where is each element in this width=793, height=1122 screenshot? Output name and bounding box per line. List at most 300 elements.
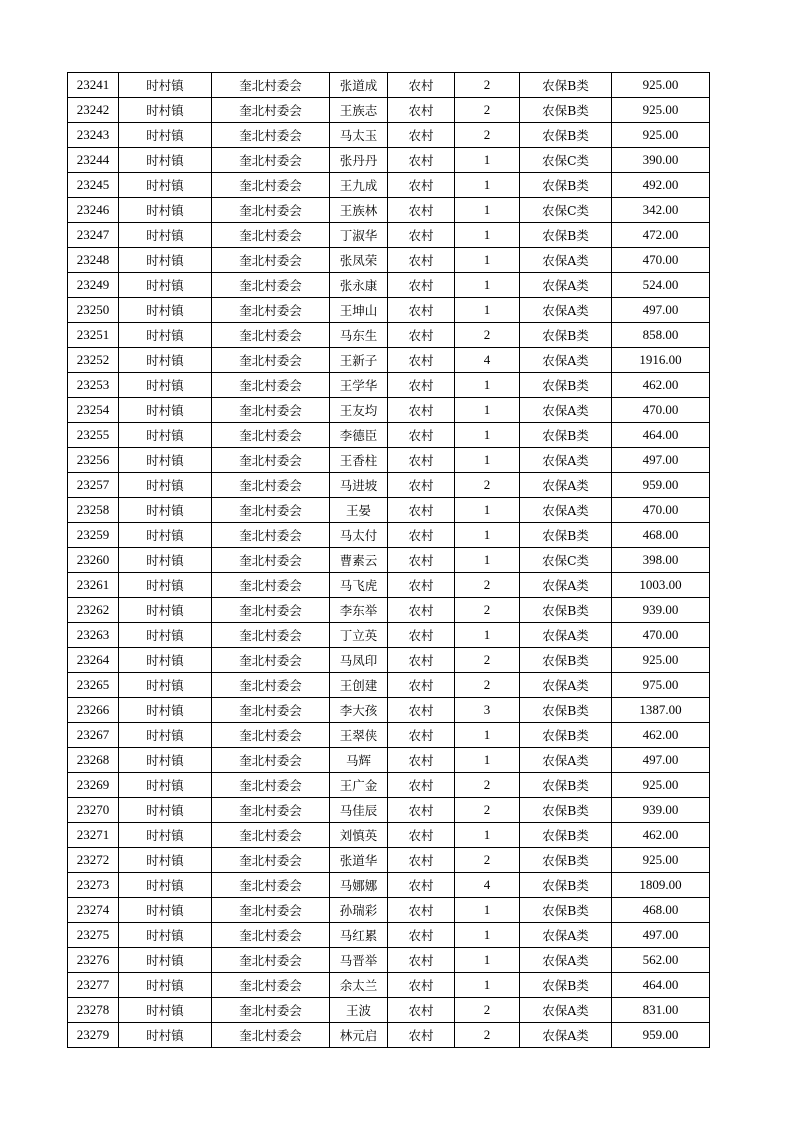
village-committee-cell: 奎北村委会 — [212, 98, 330, 123]
area-type-cell: 农村 — [388, 898, 455, 923]
record-id-cell: 23245 — [68, 173, 119, 198]
name-cell: 王香柱 — [330, 448, 388, 473]
household-count-cell: 2 — [455, 323, 520, 348]
amount-cell: 470.00 — [612, 623, 710, 648]
area-type-cell: 农村 — [388, 123, 455, 148]
record-id-cell: 23243 — [68, 123, 119, 148]
household-count-cell: 1 — [455, 498, 520, 523]
town-cell: 时村镇 — [119, 848, 212, 873]
town-cell: 时村镇 — [119, 923, 212, 948]
town-cell: 时村镇 — [119, 423, 212, 448]
record-id-cell: 23244 — [68, 148, 119, 173]
name-cell: 王广金 — [330, 773, 388, 798]
town-cell: 时村镇 — [119, 623, 212, 648]
area-type-cell: 农村 — [388, 398, 455, 423]
household-count-cell: 1 — [455, 523, 520, 548]
name-cell: 王学华 — [330, 373, 388, 398]
amount-cell: 390.00 — [612, 148, 710, 173]
household-count-cell: 2 — [455, 573, 520, 598]
village-committee-cell: 奎北村委会 — [212, 273, 330, 298]
area-type-cell: 农村 — [388, 523, 455, 548]
record-id-cell: 23265 — [68, 673, 119, 698]
village-committee-cell: 奎北村委会 — [212, 948, 330, 973]
record-id-cell: 23261 — [68, 573, 119, 598]
town-cell: 时村镇 — [119, 823, 212, 848]
category-cell: 农保A类 — [520, 623, 612, 648]
table-row — [68, 448, 710, 473]
table-row — [68, 973, 710, 998]
village-committee-cell: 奎北村委会 — [212, 648, 330, 673]
village-committee-cell: 奎北村委会 — [212, 898, 330, 923]
area-type-cell: 农村 — [388, 473, 455, 498]
town-cell: 时村镇 — [119, 773, 212, 798]
town-cell: 时村镇 — [119, 373, 212, 398]
table-row — [68, 273, 710, 298]
table-row — [68, 773, 710, 798]
table-row — [68, 523, 710, 548]
village-committee-cell: 奎北村委会 — [212, 848, 330, 873]
record-id-cell: 23259 — [68, 523, 119, 548]
household-count-cell: 1 — [455, 548, 520, 573]
household-count-cell: 1 — [455, 973, 520, 998]
record-id-cell: 23269 — [68, 773, 119, 798]
name-cell: 李大孩 — [330, 698, 388, 723]
household-count-cell: 1 — [455, 248, 520, 273]
area-type-cell: 农村 — [388, 748, 455, 773]
record-id-cell: 23247 — [68, 223, 119, 248]
household-count-cell: 1 — [455, 173, 520, 198]
area-type-cell: 农村 — [388, 648, 455, 673]
table-row — [68, 648, 710, 673]
amount-cell: 462.00 — [612, 823, 710, 848]
amount-cell: 925.00 — [612, 648, 710, 673]
town-cell: 时村镇 — [119, 123, 212, 148]
category-cell: 农保B类 — [520, 423, 612, 448]
name-cell: 王翠侠 — [330, 723, 388, 748]
table-row — [68, 323, 710, 348]
household-count-cell: 1 — [455, 823, 520, 848]
household-count-cell: 2 — [455, 848, 520, 873]
category-cell: 农保A类 — [520, 248, 612, 273]
area-type-cell: 农村 — [388, 1023, 455, 1048]
amount-cell: 925.00 — [612, 73, 710, 98]
town-cell: 时村镇 — [119, 998, 212, 1023]
village-committee-cell: 奎北村委会 — [212, 73, 330, 98]
category-cell: 农保B类 — [520, 73, 612, 98]
record-id-cell: 23275 — [68, 923, 119, 948]
category-cell: 农保A类 — [520, 448, 612, 473]
table-row — [68, 723, 710, 748]
table-row — [68, 898, 710, 923]
record-id-cell: 23258 — [68, 498, 119, 523]
record-id-cell: 23264 — [68, 648, 119, 673]
name-cell: 马太玉 — [330, 123, 388, 148]
area-type-cell: 农村 — [388, 98, 455, 123]
household-count-cell: 1 — [455, 748, 520, 773]
village-committee-cell: 奎北村委会 — [212, 698, 330, 723]
household-count-cell: 2 — [455, 773, 520, 798]
household-count-cell: 2 — [455, 1023, 520, 1048]
household-count-cell: 1 — [455, 373, 520, 398]
amount-cell: 470.00 — [612, 248, 710, 273]
town-cell: 时村镇 — [119, 73, 212, 98]
household-count-cell: 4 — [455, 873, 520, 898]
category-cell: 农保B类 — [520, 323, 612, 348]
household-count-cell: 3 — [455, 698, 520, 723]
town-cell: 时村镇 — [119, 448, 212, 473]
table-row — [68, 873, 710, 898]
category-cell: 农保A类 — [520, 923, 612, 948]
name-cell: 王族志 — [330, 98, 388, 123]
village-committee-cell: 奎北村委会 — [212, 423, 330, 448]
amount-cell: 470.00 — [612, 498, 710, 523]
village-committee-cell: 奎北村委会 — [212, 373, 330, 398]
category-cell: 农保A类 — [520, 348, 612, 373]
village-committee-cell: 奎北村委会 — [212, 448, 330, 473]
amount-cell: 925.00 — [612, 123, 710, 148]
record-id-cell: 23248 — [68, 248, 119, 273]
category-cell: 农保C类 — [520, 548, 612, 573]
category-cell: 农保A类 — [520, 673, 612, 698]
village-committee-cell: 奎北村委会 — [212, 573, 330, 598]
area-type-cell: 农村 — [388, 148, 455, 173]
area-type-cell: 农村 — [388, 373, 455, 398]
name-cell: 王晏 — [330, 498, 388, 523]
name-cell: 林元启 — [330, 1023, 388, 1048]
category-cell: 农保B类 — [520, 973, 612, 998]
name-cell: 曹素云 — [330, 548, 388, 573]
table-body — [68, 73, 710, 1048]
table-row — [68, 248, 710, 273]
household-count-cell: 1 — [455, 223, 520, 248]
area-type-cell: 农村 — [388, 223, 455, 248]
household-count-cell: 1 — [455, 398, 520, 423]
record-id-cell: 23270 — [68, 798, 119, 823]
village-committee-cell: 奎北村委会 — [212, 223, 330, 248]
town-cell: 时村镇 — [119, 973, 212, 998]
table-row — [68, 373, 710, 398]
name-cell: 马红累 — [330, 923, 388, 948]
village-committee-cell: 奎北村委会 — [212, 923, 330, 948]
table-row — [68, 148, 710, 173]
name-cell: 马凤印 — [330, 648, 388, 673]
record-id-cell: 23266 — [68, 698, 119, 723]
record-id-cell: 23255 — [68, 423, 119, 448]
town-cell: 时村镇 — [119, 498, 212, 523]
area-type-cell: 农村 — [388, 848, 455, 873]
household-count-cell: 2 — [455, 73, 520, 98]
town-cell: 时村镇 — [119, 98, 212, 123]
table-row — [68, 223, 710, 248]
table-row — [68, 998, 710, 1023]
amount-cell: 468.00 — [612, 898, 710, 923]
record-id-cell: 23249 — [68, 273, 119, 298]
area-type-cell: 农村 — [388, 573, 455, 598]
village-committee-cell: 奎北村委会 — [212, 973, 330, 998]
record-id-cell: 23246 — [68, 198, 119, 223]
area-type-cell: 农村 — [388, 873, 455, 898]
amount-cell: 462.00 — [612, 373, 710, 398]
name-cell: 王族林 — [330, 198, 388, 223]
amount-cell: 939.00 — [612, 798, 710, 823]
category-cell: 农保B类 — [520, 873, 612, 898]
category-cell: 农保A类 — [520, 498, 612, 523]
record-id-cell: 23277 — [68, 973, 119, 998]
category-cell: 农保B类 — [520, 648, 612, 673]
village-committee-cell: 奎北村委会 — [212, 723, 330, 748]
name-cell: 孙瑞彩 — [330, 898, 388, 923]
name-cell: 王创建 — [330, 673, 388, 698]
household-count-cell: 1 — [455, 898, 520, 923]
amount-cell: 1387.00 — [612, 698, 710, 723]
record-id-cell: 23268 — [68, 748, 119, 773]
name-cell: 李德臣 — [330, 423, 388, 448]
amount-cell: 472.00 — [612, 223, 710, 248]
village-committee-cell: 奎北村委会 — [212, 498, 330, 523]
area-type-cell: 农村 — [388, 73, 455, 98]
record-table — [67, 72, 710, 1048]
household-count-cell: 2 — [455, 998, 520, 1023]
name-cell: 马佳辰 — [330, 798, 388, 823]
area-type-cell: 农村 — [388, 948, 455, 973]
village-committee-cell: 奎北村委会 — [212, 198, 330, 223]
category-cell: 农保A类 — [520, 398, 612, 423]
village-committee-cell: 奎北村委会 — [212, 348, 330, 373]
name-cell: 余太兰 — [330, 973, 388, 998]
name-cell: 王波 — [330, 998, 388, 1023]
village-committee-cell: 奎北村委会 — [212, 148, 330, 173]
household-count-cell: 2 — [455, 123, 520, 148]
household-count-cell: 1 — [455, 423, 520, 448]
amount-cell: 497.00 — [612, 298, 710, 323]
village-committee-cell: 奎北村委会 — [212, 998, 330, 1023]
area-type-cell: 农村 — [388, 623, 455, 648]
town-cell: 时村镇 — [119, 598, 212, 623]
area-type-cell: 农村 — [388, 448, 455, 473]
village-committee-cell: 奎北村委会 — [212, 773, 330, 798]
household-count-cell: 2 — [455, 473, 520, 498]
area-type-cell: 农村 — [388, 723, 455, 748]
record-id-cell: 23273 — [68, 873, 119, 898]
name-cell: 张道成 — [330, 73, 388, 98]
town-cell: 时村镇 — [119, 323, 212, 348]
area-type-cell: 农村 — [388, 773, 455, 798]
town-cell: 时村镇 — [119, 223, 212, 248]
town-cell: 时村镇 — [119, 298, 212, 323]
area-type-cell: 农村 — [388, 998, 455, 1023]
name-cell: 王坤山 — [330, 298, 388, 323]
category-cell: 农保B类 — [520, 723, 612, 748]
area-type-cell: 农村 — [388, 548, 455, 573]
town-cell: 时村镇 — [119, 573, 212, 598]
name-cell: 李东举 — [330, 598, 388, 623]
area-type-cell: 农村 — [388, 248, 455, 273]
household-count-cell: 2 — [455, 798, 520, 823]
record-id-cell: 23276 — [68, 948, 119, 973]
household-count-cell: 1 — [455, 623, 520, 648]
village-committee-cell: 奎北村委会 — [212, 673, 330, 698]
name-cell: 马晋举 — [330, 948, 388, 973]
area-type-cell: 农村 — [388, 273, 455, 298]
amount-cell: 959.00 — [612, 473, 710, 498]
table-row — [68, 923, 710, 948]
household-count-cell: 1 — [455, 448, 520, 473]
name-cell: 马进坡 — [330, 473, 388, 498]
table-row — [68, 848, 710, 873]
category-cell: 农保A类 — [520, 948, 612, 973]
record-id-cell: 23241 — [68, 73, 119, 98]
village-committee-cell: 奎北村委会 — [212, 873, 330, 898]
record-id-cell: 23252 — [68, 348, 119, 373]
record-id-cell: 23242 — [68, 98, 119, 123]
village-committee-cell: 奎北村委会 — [212, 798, 330, 823]
category-cell: 农保B类 — [520, 898, 612, 923]
amount-cell: 524.00 — [612, 273, 710, 298]
area-type-cell: 农村 — [388, 673, 455, 698]
amount-cell: 497.00 — [612, 748, 710, 773]
name-cell: 王新子 — [330, 348, 388, 373]
record-id-cell: 23256 — [68, 448, 119, 473]
category-cell: 农保B类 — [520, 98, 612, 123]
record-id-cell: 23253 — [68, 373, 119, 398]
category-cell: 农保A类 — [520, 748, 612, 773]
amount-cell: 497.00 — [612, 448, 710, 473]
area-type-cell: 农村 — [388, 698, 455, 723]
category-cell: 农保A类 — [520, 998, 612, 1023]
area-type-cell: 农村 — [388, 198, 455, 223]
village-committee-cell: 奎北村委会 — [212, 123, 330, 148]
name-cell: 刘慎英 — [330, 823, 388, 848]
record-id-cell: 23257 — [68, 473, 119, 498]
area-type-cell: 农村 — [388, 348, 455, 373]
name-cell: 张道华 — [330, 848, 388, 873]
town-cell: 时村镇 — [119, 698, 212, 723]
amount-cell: 925.00 — [612, 98, 710, 123]
category-cell: 农保B类 — [520, 373, 612, 398]
record-id-cell: 23274 — [68, 898, 119, 923]
category-cell: 农保C类 — [520, 148, 612, 173]
area-type-cell: 农村 — [388, 923, 455, 948]
village-committee-cell: 奎北村委会 — [212, 523, 330, 548]
record-id-cell: 23260 — [68, 548, 119, 573]
area-type-cell: 农村 — [388, 173, 455, 198]
town-cell: 时村镇 — [119, 898, 212, 923]
name-cell: 丁立英 — [330, 623, 388, 648]
town-cell: 时村镇 — [119, 673, 212, 698]
name-cell: 王友均 — [330, 398, 388, 423]
category-cell: 农保C类 — [520, 198, 612, 223]
village-committee-cell: 奎北村委会 — [212, 1023, 330, 1048]
table-row — [68, 698, 710, 723]
amount-cell: 1809.00 — [612, 873, 710, 898]
village-committee-cell: 奎北村委会 — [212, 173, 330, 198]
household-count-cell: 2 — [455, 673, 520, 698]
area-type-cell: 农村 — [388, 798, 455, 823]
table-row — [68, 198, 710, 223]
category-cell: 农保B类 — [520, 773, 612, 798]
area-type-cell: 农村 — [388, 498, 455, 523]
village-committee-cell: 奎北村委会 — [212, 298, 330, 323]
household-count-cell: 1 — [455, 723, 520, 748]
category-cell: 农保A类 — [520, 273, 612, 298]
amount-cell: 468.00 — [612, 523, 710, 548]
household-count-cell: 1 — [455, 298, 520, 323]
household-count-cell: 1 — [455, 273, 520, 298]
household-count-cell: 1 — [455, 198, 520, 223]
table-row — [68, 473, 710, 498]
table-row — [68, 673, 710, 698]
household-count-cell: 2 — [455, 598, 520, 623]
area-type-cell: 农村 — [388, 423, 455, 448]
table-row — [68, 623, 710, 648]
record-id-cell: 23250 — [68, 298, 119, 323]
town-cell: 时村镇 — [119, 523, 212, 548]
amount-cell: 975.00 — [612, 673, 710, 698]
category-cell: 农保A类 — [520, 298, 612, 323]
name-cell: 马飞虎 — [330, 573, 388, 598]
household-count-cell: 2 — [455, 648, 520, 673]
record-id-cell: 23271 — [68, 823, 119, 848]
village-committee-cell: 奎北村委会 — [212, 248, 330, 273]
village-committee-cell: 奎北村委会 — [212, 623, 330, 648]
table-row — [68, 823, 710, 848]
village-committee-cell: 奎北村委会 — [212, 398, 330, 423]
record-id-cell: 23278 — [68, 998, 119, 1023]
amount-cell: 464.00 — [612, 973, 710, 998]
table-row — [68, 398, 710, 423]
village-committee-cell: 奎北村委会 — [212, 323, 330, 348]
amount-cell: 462.00 — [612, 723, 710, 748]
town-cell: 时村镇 — [119, 348, 212, 373]
category-cell: 农保B类 — [520, 848, 612, 873]
category-cell: 农保A类 — [520, 573, 612, 598]
household-count-cell: 4 — [455, 348, 520, 373]
name-cell: 马东生 — [330, 323, 388, 348]
amount-cell: 925.00 — [612, 773, 710, 798]
table-row — [68, 598, 710, 623]
household-count-cell: 1 — [455, 148, 520, 173]
village-committee-cell: 奎北村委会 — [212, 548, 330, 573]
town-cell: 时村镇 — [119, 273, 212, 298]
table-row — [68, 573, 710, 598]
name-cell: 马太付 — [330, 523, 388, 548]
table-row — [68, 173, 710, 198]
table-row — [68, 1023, 710, 1048]
name-cell: 丁淑华 — [330, 223, 388, 248]
category-cell: 农保B类 — [520, 123, 612, 148]
record-id-cell: 23263 — [68, 623, 119, 648]
table-row — [68, 298, 710, 323]
table-row — [68, 548, 710, 573]
table-row — [68, 123, 710, 148]
area-type-cell: 农村 — [388, 823, 455, 848]
table-row — [68, 948, 710, 973]
household-count-cell: 2 — [455, 98, 520, 123]
record-id-cell: 23267 — [68, 723, 119, 748]
table-row — [68, 98, 710, 123]
household-count-cell: 1 — [455, 948, 520, 973]
town-cell: 时村镇 — [119, 473, 212, 498]
table-row — [68, 423, 710, 448]
name-cell: 王九成 — [330, 173, 388, 198]
record-id-cell: 23272 — [68, 848, 119, 873]
area-type-cell: 农村 — [388, 598, 455, 623]
record-id-cell: 23251 — [68, 323, 119, 348]
amount-cell: 492.00 — [612, 173, 710, 198]
record-id-cell: 23254 — [68, 398, 119, 423]
category-cell: 农保B类 — [520, 523, 612, 548]
area-type-cell: 农村 — [388, 323, 455, 348]
